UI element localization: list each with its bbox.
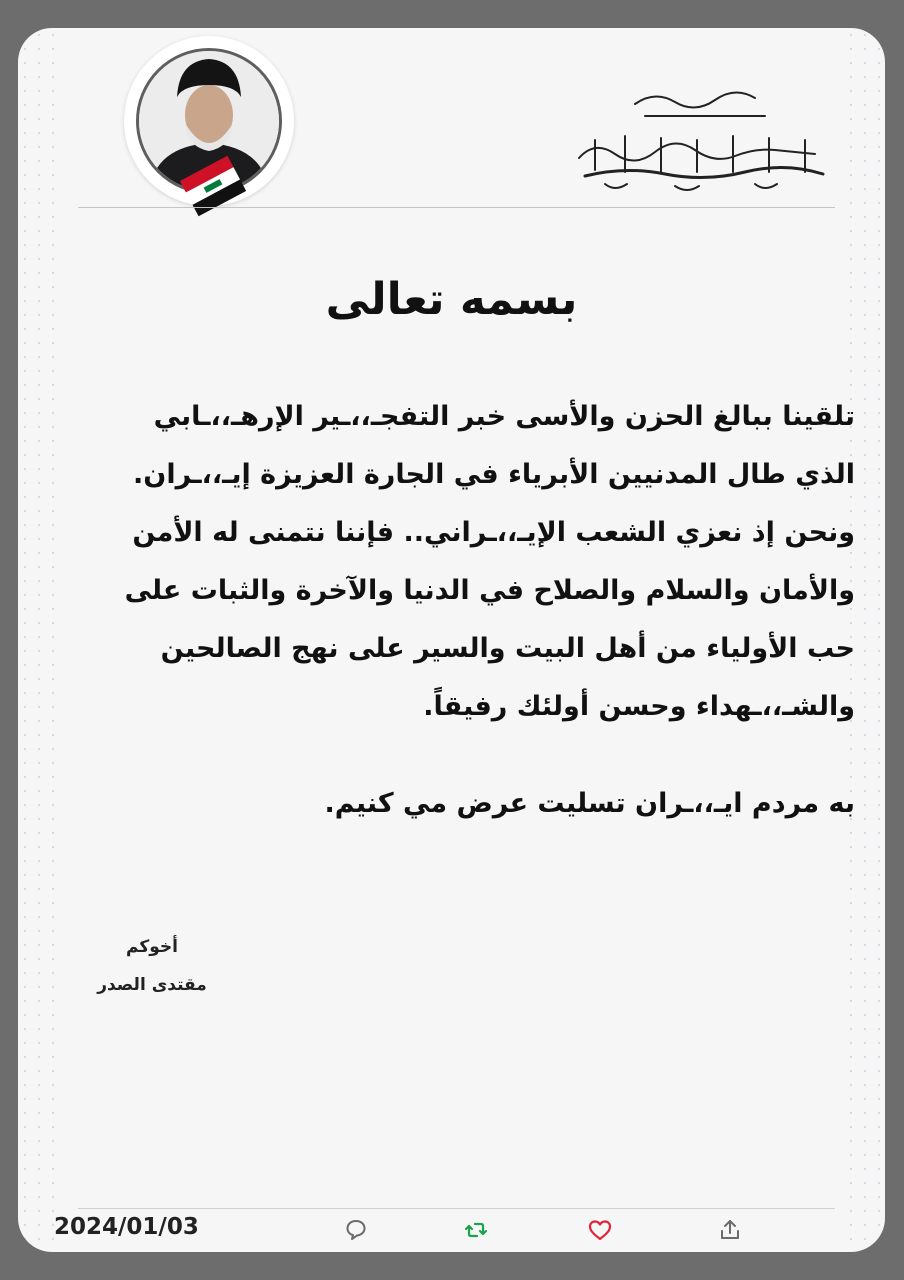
body-line: والشـ،،ـهداء وحسن أولئك رفيقاً.	[423, 691, 855, 722]
like-button[interactable]	[586, 1216, 614, 1244]
retweet-button[interactable]	[462, 1216, 490, 1244]
signature-line2: مقتدى الصدر	[97, 975, 207, 995]
statement-body	[54, 388, 855, 736]
signature	[62, 928, 242, 1004]
statement-card	[18, 28, 885, 1252]
heart-icon	[587, 1217, 613, 1243]
calligraphy-logo	[565, 80, 835, 200]
profile-avatar-ring[interactable]	[124, 36, 294, 206]
statement-content	[54, 28, 855, 1252]
farsi-condolence: به مردم ايـ،،ـران تسليت عرض مي كنيم.	[324, 788, 855, 819]
body-line: تلقينا ببالغ الحزن والأسى خبر التفجـ،،ـير الإرهـ،،ـابي	[153, 401, 855, 432]
body-line: حب الأولياء من أهل البيت والسير على نهج الصالحين	[160, 633, 855, 664]
body-line: الذي طال المدنيين الأبرياء في الجارة العزيزة إيـ،،ـران.	[133, 459, 855, 490]
page-title: بسمه تعالى	[325, 274, 578, 325]
reply-button[interactable]	[342, 1216, 370, 1244]
retweet-icon	[463, 1217, 489, 1243]
header-divider	[78, 207, 835, 208]
share-icon	[718, 1218, 742, 1242]
comment-icon	[344, 1218, 368, 1242]
share-button[interactable]	[716, 1216, 744, 1244]
body-line: والأمان والسلام والصلاح في الدنيا والآخرة والثبات على	[124, 575, 855, 606]
signature-line1: أخوكم	[126, 937, 178, 957]
post-date: 2024/01/03	[54, 1214, 199, 1240]
footer-divider	[78, 1208, 835, 1209]
body-line: ونحن إذ نعزي الشعب الإيـ،،ـراني.. فإننا نتمنى له الأمن	[132, 517, 855, 548]
